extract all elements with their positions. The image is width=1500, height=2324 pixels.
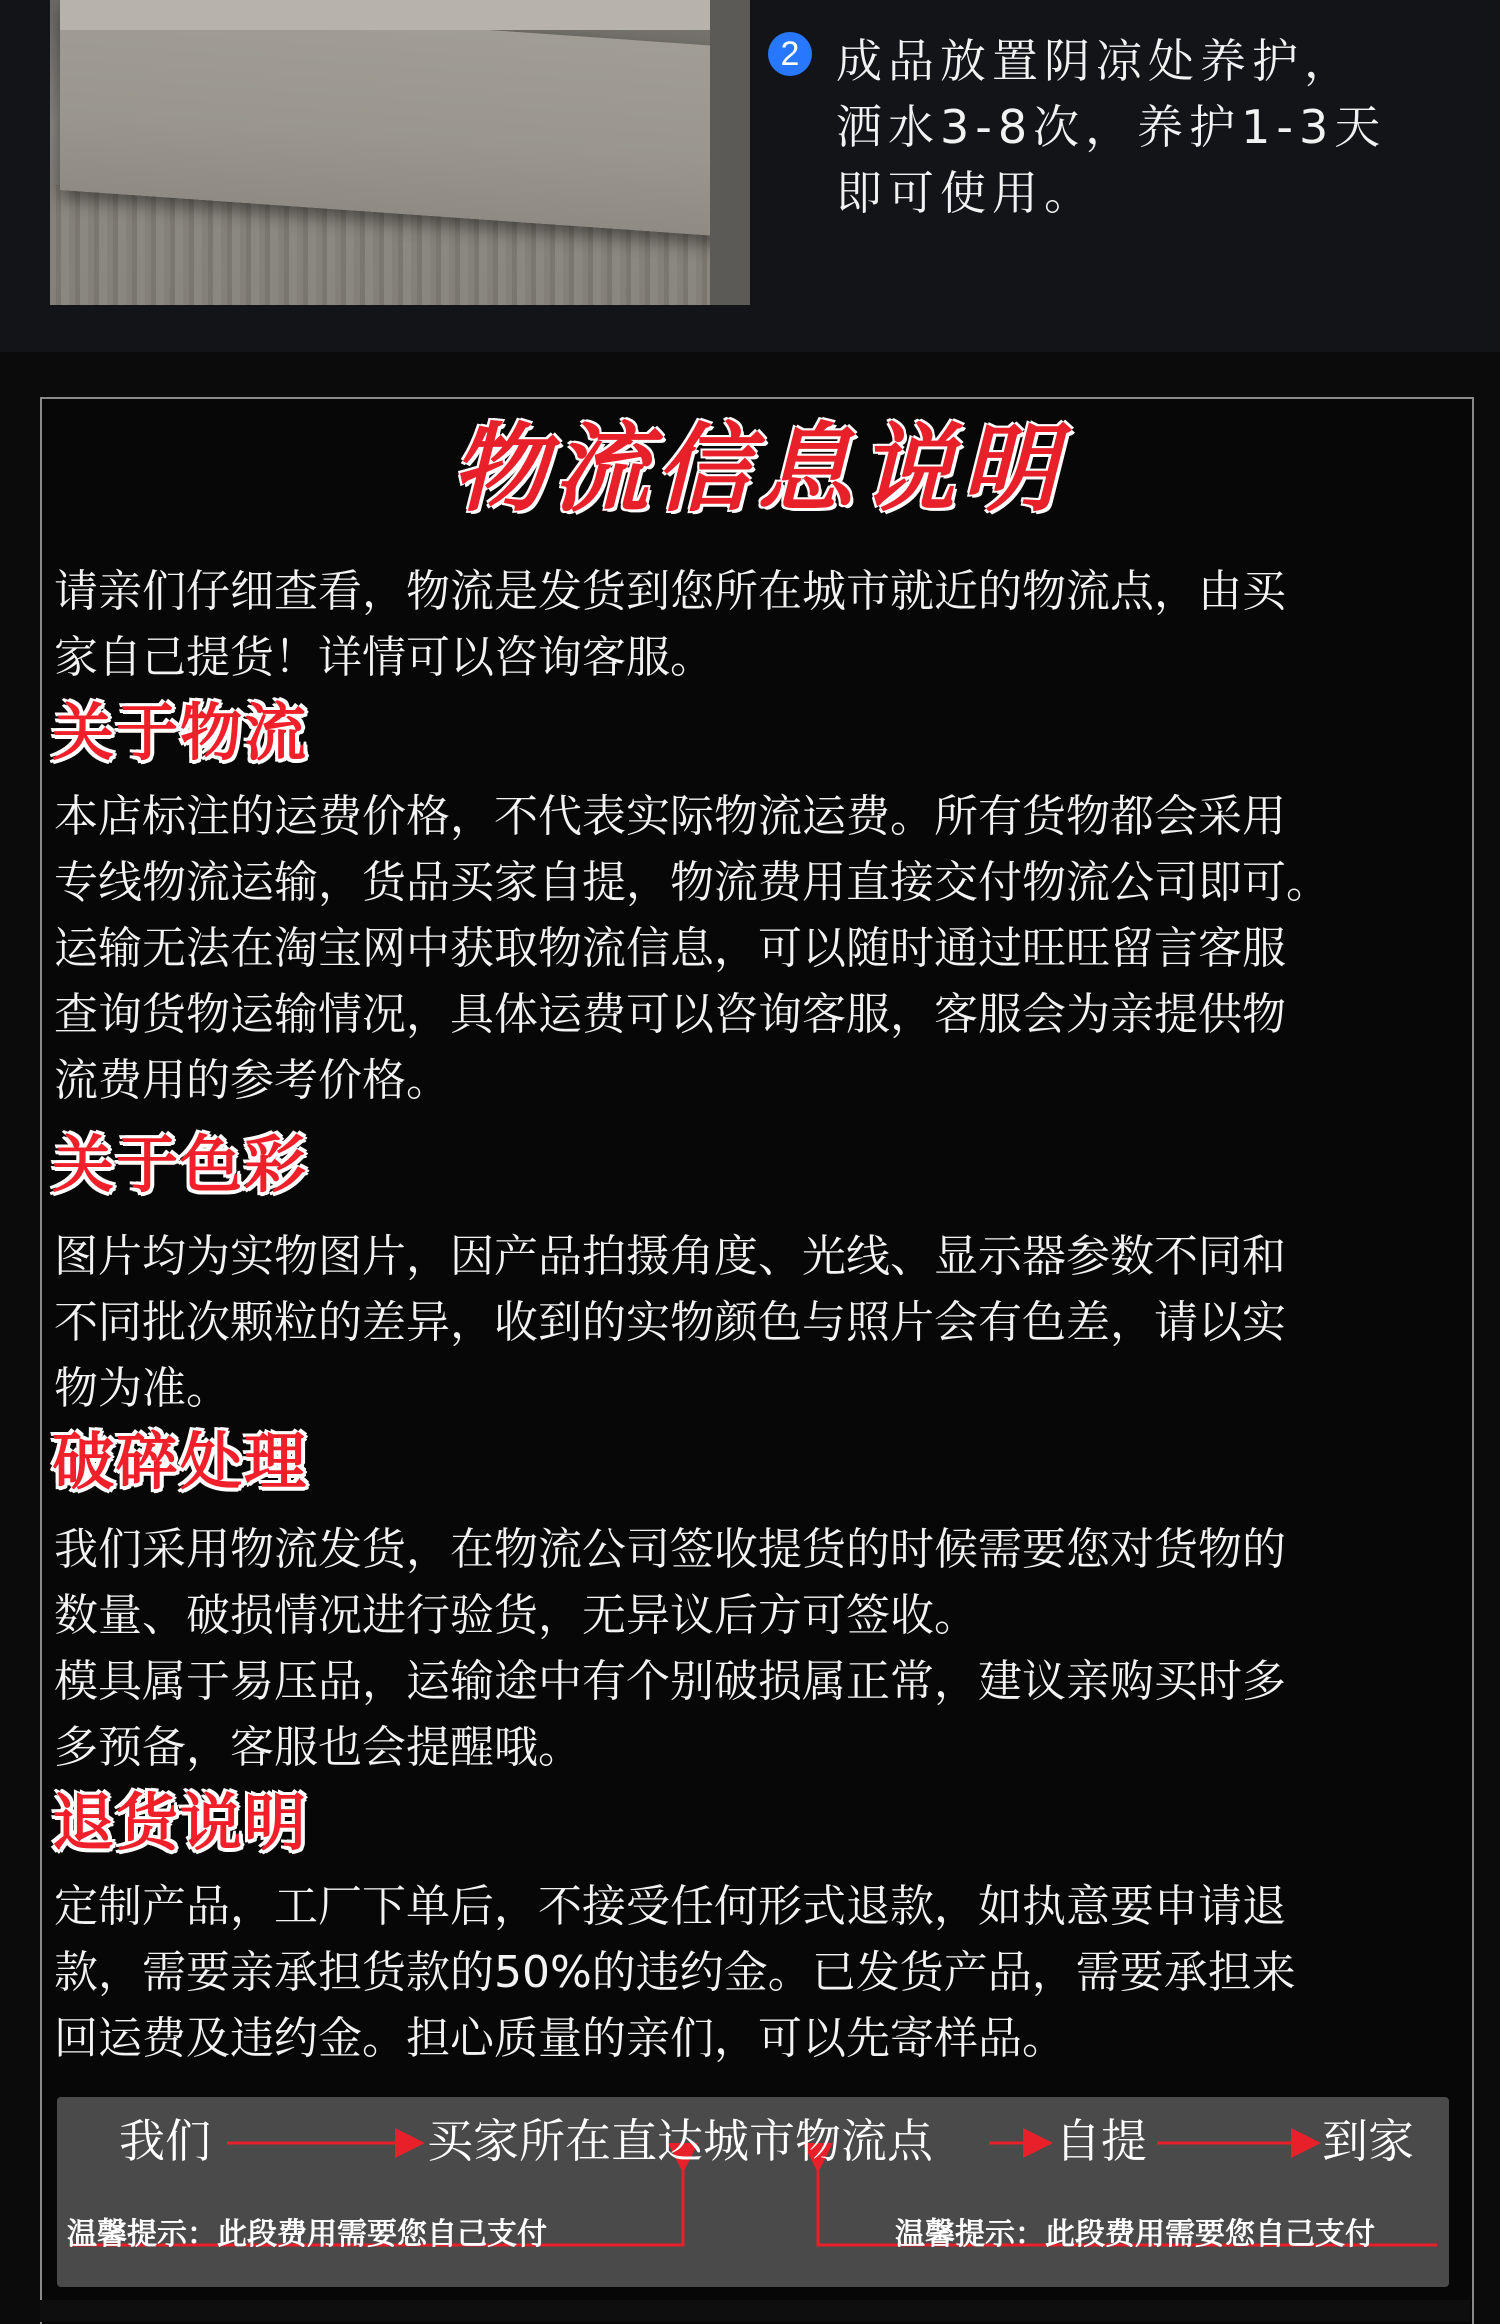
flow-node-city-point: 买家所在直达城市物流点 <box>427 2114 933 2168</box>
section-heading-logistics: 关于物流 <box>52 696 309 769</box>
flow-note-right: 温馨提示：此段费用需要您自己支付 <box>895 2217 1375 2252</box>
step-line: 即可使用。 <box>836 166 1096 220</box>
section-body-breakage <box>54 1517 1474 1781</box>
section-body-logistics <box>54 784 1474 1114</box>
body-line: 定制产品，工厂下单后，不接受任何形式退款，如执意要申请退 <box>54 1881 1286 1932</box>
page-title: 物流信息说明 <box>451 412 1063 525</box>
intro-line: 请亲们仔细查看，物流是发货到您所在城市就近的物流点，由买 <box>54 566 1286 617</box>
section-body-color <box>54 1224 1474 1422</box>
body-line: 款，需要亲承担货款的50%的违约金。已发货产品，需要承担来 <box>54 1947 1296 1998</box>
photo-post <box>710 0 750 305</box>
body-line: 回运费及违约金。担心质量的亲们，可以先寄样品。 <box>54 2013 1066 2064</box>
body-line: 物为准。 <box>54 1363 230 1414</box>
body-line: 本店标注的运费价格，不代表实际物流运费。所有货物都会采用 <box>54 791 1286 842</box>
flow-node-home: 到家 <box>1322 2114 1414 2168</box>
body-line: 模具属于易压品，运输途中有个别破损属正常，建议亲购买时多 <box>54 1656 1286 1707</box>
body-line: 流费用的参考价格。 <box>54 1055 450 1106</box>
body-line: 不同批次颗粒的差异，收到的实物颜色与照片会有色差，请以实 <box>54 1297 1286 1348</box>
body-line: 专线物流运输，货品买家自提，物流费用直接交付物流公司即可。 <box>54 857 1330 908</box>
flow-node-pickup: 自提 <box>1055 2114 1147 2168</box>
step-number-badge: 2 <box>768 32 812 76</box>
body-line: 图片均为实物图片，因产品拍摄角度、光线、显示器参数不同和 <box>54 1231 1286 1282</box>
section-body-returns <box>54 1874 1474 2072</box>
intro-paragraph <box>54 559 1474 691</box>
logistics-info-panel <box>40 397 1474 2324</box>
flow-note-left: 温馨提示：此段费用需要您自己支付 <box>67 2217 547 2252</box>
product-photo <box>50 0 750 305</box>
body-line: 我们采用物流发货，在物流公司签收提货的时候需要您对货物的 <box>54 1524 1286 1575</box>
photo-block-edge <box>60 0 750 30</box>
delivery-flow-banner <box>57 2097 1449 2287</box>
section-heading-returns: 退货说明 <box>52 1786 309 1859</box>
body-line: 数量、破损情况进行验货，无异议后方可签收。 <box>54 1590 978 1641</box>
flow-node-us: 我们 <box>119 2114 211 2168</box>
body-line: 运输无法在淘宝网中获取物流信息，可以随时通过旺旺留言客服 <box>54 923 1286 974</box>
body-line: 查询货物运输情况，具体运费可以咨询客服，客服会为亲提供物 <box>54 989 1286 1040</box>
top-step-section <box>0 0 1500 352</box>
body-line: 多预备，客服也会提醒哦。 <box>54 1722 582 1773</box>
step-line: 洒水3-8次，养护1-3天 <box>836 100 1387 154</box>
section-heading-breakage: 破碎处理 <box>52 1425 309 1498</box>
step-line: 成品放置阴凉处养护， <box>836 34 1356 88</box>
section-heading-color: 关于色彩 <box>52 1128 309 1201</box>
intro-line: 家自己提货！详情可以咨询客服。 <box>54 632 714 683</box>
step-text <box>836 28 1476 226</box>
bottom-cutoff-strip <box>40 2300 1470 2322</box>
